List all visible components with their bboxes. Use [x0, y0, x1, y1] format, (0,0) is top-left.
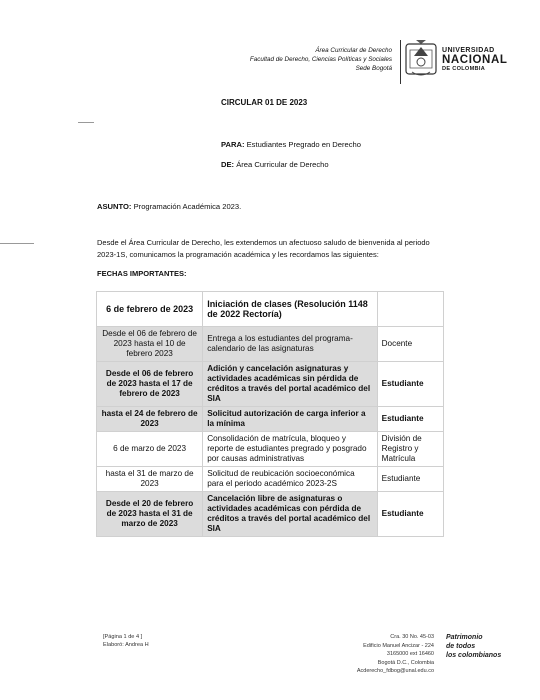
activity-cell: Solicitud autorización de carga inferior a la mínima	[203, 407, 377, 432]
footer-page-info	[103, 633, 149, 649]
activity-cell: Solicitud de reubicación socioeconómica para el periodo académico 2023-2S	[203, 467, 377, 492]
date-cell: hasta el 31 de marzo de 2023	[97, 467, 203, 492]
date-cell: Desde el 06 de febrero de 2023 hasta el 17 de febrero de 2023	[97, 362, 203, 407]
activity-cell: Iniciación de clases (Resolución 1148 de 2022 Rectoría)	[203, 292, 377, 327]
header-divider	[400, 40, 401, 84]
univ-line-1: UNIVERSIDAD	[442, 47, 495, 54]
para-label: PARA:	[221, 140, 245, 149]
schedule-table	[96, 291, 444, 537]
asunto-label: ASUNTO:	[97, 202, 132, 211]
address-line-1: Cra. 30 No. 45-03	[390, 634, 434, 640]
asunto-value: Programación Académica 2023.	[133, 202, 242, 211]
circular-title: CIRCULAR 01 DE 2023	[221, 98, 308, 107]
date-cell: 6 de febrero de 2023	[97, 292, 203, 327]
address-line-3: 3165000 ext 16460	[386, 651, 434, 657]
activity-cell: Entrega a los estudiantes del programa-calendario de las asignaturas	[203, 327, 377, 362]
patrimonio-line-3: los colombianos	[446, 652, 502, 659]
table-row	[97, 407, 444, 432]
university-seal-icon	[404, 38, 438, 80]
author: Elaboró: Andrea H	[103, 642, 149, 648]
intro-paragraph: Desde el Área Curricular de Derecho, les extendemos un afectuoso saludo de bienvenida al periodo 2023-1S, comunicamos la programación académica y les recordamos las siguientes:	[97, 238, 430, 259]
responsible-cell: División de Registro y Matrícula	[377, 432, 443, 467]
dept-line-2: Facultad de Derecho, Ciencias Políticas y Sociales	[249, 56, 392, 63]
address-line-4: Bogotá D.C., Colombia	[377, 659, 434, 666]
margin-mark	[0, 243, 34, 244]
para-value: Estudiantes Pregrado en Derecho	[246, 140, 362, 149]
table-row	[97, 362, 444, 407]
responsible-cell: Estudiante	[377, 362, 443, 407]
important-dates-heading: FECHAS IMPORTANTES:	[97, 269, 187, 278]
address-line-2: Edificio Manuel Ancizar - 224	[363, 642, 434, 649]
dept-line-3: Sede Bogotá	[355, 65, 392, 72]
university-logo-text	[442, 47, 508, 72]
date-cell: Desde el 20 de febrero de 2023 hasta el 31 de marzo de 2023	[97, 492, 203, 537]
table-row	[97, 327, 444, 362]
activity-cell: Adición y cancelación asignaturas y actividades académicas sin pérdida de créditos a través del portal académico del SIA	[203, 362, 377, 407]
activity-cell: Cancelación libre de asignaturas o actividades académicas con pérdida de créditos a través del portal académico del SIA	[203, 492, 377, 537]
de-label: DE:	[221, 160, 235, 169]
univ-line-2: NACIONAL	[442, 54, 508, 66]
table-row	[97, 432, 444, 467]
email-address: Acderecho_fdbog@unal.edu.co	[356, 668, 434, 674]
responsible-cell: Estudiante	[377, 407, 443, 432]
para-line	[221, 140, 361, 149]
responsible-cell	[377, 292, 443, 327]
footer-address	[357, 633, 434, 676]
table-row	[97, 292, 444, 327]
responsible-cell: Estudiante	[377, 492, 443, 537]
patrimonio-line-1: Patrimonio	[446, 634, 483, 641]
page-number: [Página 1 de 4 ]	[103, 634, 143, 640]
dept-line-1: Área Curricular de Derecho	[315, 47, 392, 54]
department-header	[250, 46, 392, 73]
asunto-line	[97, 202, 241, 211]
activity-cell: Consolidación de matrícula, bloqueo y reporte de estudiantes pregrado y posgrado por causas administrativas	[203, 432, 377, 467]
date-cell: 6 de marzo de 2023	[97, 432, 203, 467]
margin-mark	[78, 122, 94, 123]
responsible-cell: Estudiante	[377, 467, 443, 492]
table-row	[97, 467, 444, 492]
patrimonio-line-2: de todos	[446, 643, 476, 650]
date-cell: Desde el 06 de febrero de 2023 hasta el 10 de febrero 2023	[97, 327, 203, 362]
univ-line-3: DE COLOMBIA	[442, 66, 486, 72]
date-cell: hasta el 24 de febrero de 2023	[97, 407, 203, 432]
de-line	[221, 160, 329, 169]
responsible-cell: Docente	[377, 327, 443, 362]
table-row	[97, 492, 444, 537]
de-value: Área Curricular de Derecho	[236, 160, 329, 169]
patrimonio-logo	[446, 633, 501, 660]
